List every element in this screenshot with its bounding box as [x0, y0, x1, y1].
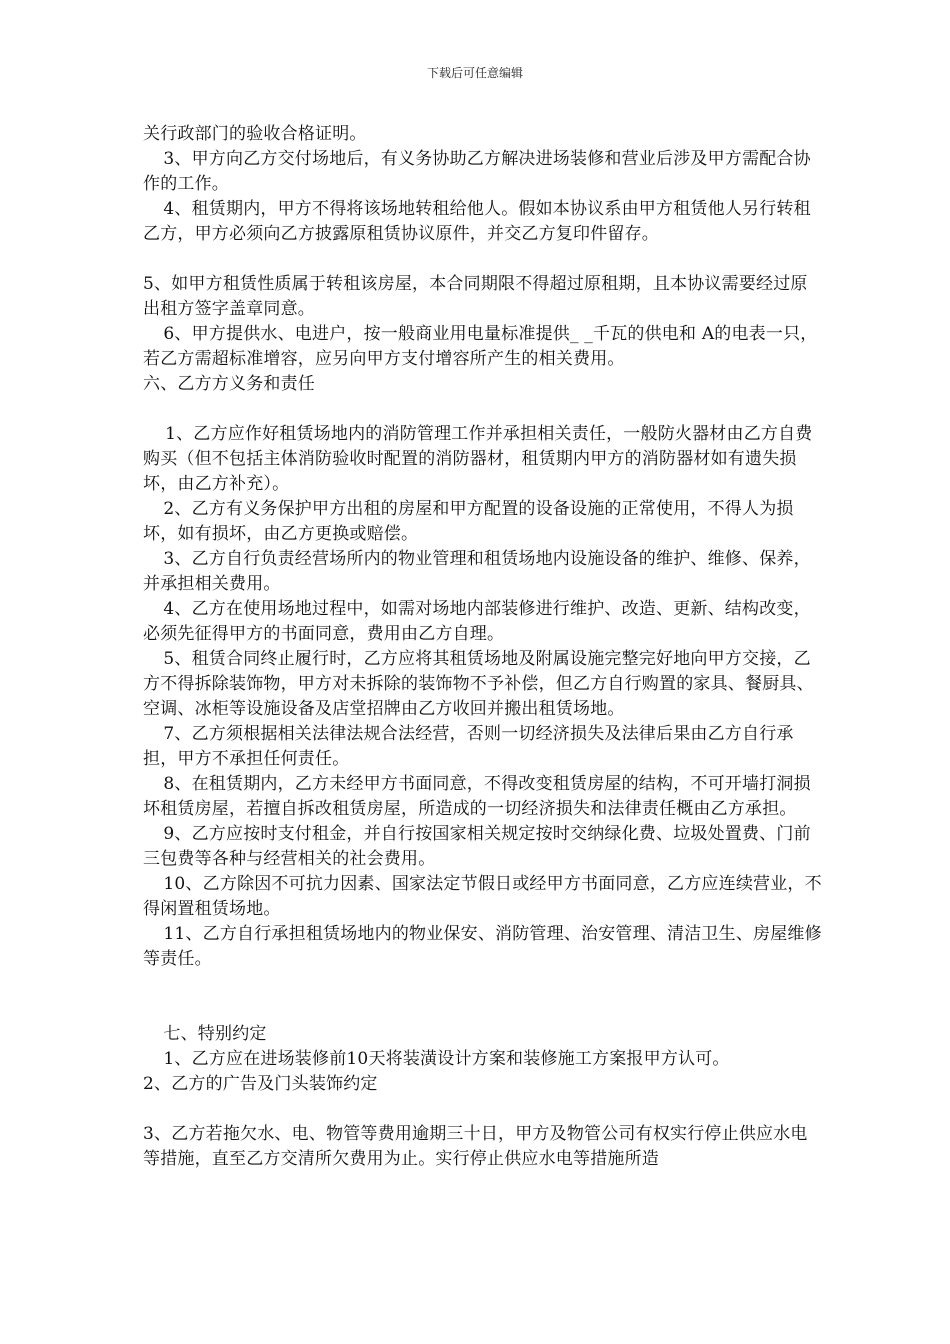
- paragraph: 3、乙方自行负责经营场所内的物业管理和租赁场地内设施设备的维护、维修、保养，并承担相关费用。: [143, 549, 811, 594]
- paragraph: 5、租赁合同终止履行时，乙方应将其租赁场地及附属设施完整完好地向甲方交接，乙方不得拆除装饰物，甲方对未拆除的装饰物不予补偿，但乙方自行购置的家具、餐厨具、空调、冰柜等设施设备及店堂招牌由乙方收回并搬出租赁场地。: [143, 649, 814, 719]
- paragraph: 4、乙方在使用场地过程中，如需对场地内部装修进行维护、改造、更新、结构改变，必须先征得甲方的书面同意，费用由乙方自理。: [143, 599, 811, 644]
- paragraph: 5、如甲方租赁性质属于转租该房屋，本合同期限不得超过原租期，且本协议需要经过原出租方签字盖章同意。: [143, 274, 808, 319]
- spacer: [143, 397, 823, 422]
- paragraph: 4、租赁期内，甲方不得将该场地转租给他人。假如本协议系由甲方租赁他人另行转租乙方，甲方必须向乙方披露原租赁协议原件，并交乙方复印件留存。: [143, 199, 811, 244]
- paragraph: 10、乙方除因不可抗力因素、国家法定节假日或经甲方书面同意，乙方应连续营业，不得闲置租赁场地。: [143, 874, 822, 919]
- document-body: [143, 122, 823, 1172]
- paragraph: 关行政部门的验收合格证明。: [143, 124, 367, 144]
- page-header: 下载后可任意编辑: [426, 66, 523, 80]
- paragraph: 2、乙方有义务保护甲方出租的房屋和甲方配置的设备设施的正常使用，不得人为损坏，如有损坏，由乙方更换或赔偿。: [143, 499, 794, 544]
- section-heading: 七、特别约定: [163, 1024, 267, 1044]
- paragraph: 6、甲方提供水、电进户，按一般商业用电量标准提供_ _千瓦的供电和 A的电表一只，若乙方需超标准增容，应另向甲方支付增容所产生的相关费用。: [143, 324, 818, 369]
- paragraph: 1、乙方应在进场装修前10天将装潢设计方案和装修施工方案报甲方认可。: [163, 1049, 730, 1069]
- paragraph: 3、乙方若拖欠水、电、物管等费用逾期三十日，甲方及物管公司有权实行停止供应水电等措施，直至乙方交清所欠费用为止。实行停止供应水电等措施所造: [143, 1124, 808, 1169]
- spacer: [143, 1097, 823, 1122]
- paragraph: 7、乙方须根据相关法律法规合法经营，否则一切经济损失及法律后果由乙方自行承担，甲方不承担任何责任。: [143, 724, 794, 769]
- paragraph: 11、乙方自行承担租赁场地内的物业保安、消防管理、治安管理、清洁卫生、房屋维修等责任。: [143, 924, 822, 969]
- paragraph: 2、乙方的广告及门头装饰约定: [143, 1074, 378, 1094]
- paragraph: 1、乙方应作好租赁场地内的消防管理工作并承担相关责任，一般防火器材由乙方自费购买（但不包括主体消防验收时配置的消防器材，租赁期内甲方的消防器材如有遗失损坏，由乙方补充）。: [143, 424, 813, 494]
- paragraph: 3、甲方向乙方交付场地后，有义务协助乙方解决进场装修和营业后涉及甲方需配合协作的工作。: [143, 149, 811, 194]
- paragraph: 8、在租赁期内，乙方未经甲方书面同意，不得改变租赁房屋的结构，不可开墙打洞损坏租赁房屋，若擅自拆改租赁房屋，所造成的一切经济损失和法律责任概由乙方承担。: [143, 774, 811, 819]
- spacer: [143, 972, 823, 1022]
- paragraph: 9、乙方应按时支付租金，并自行按国家相关规定按时交纳绿化费、垃圾处置费、门前三包费等各种与经营相关的社会费用。: [143, 824, 811, 869]
- section-heading: 六、乙方方义务和责任: [143, 374, 315, 394]
- spacer: [143, 247, 823, 272]
